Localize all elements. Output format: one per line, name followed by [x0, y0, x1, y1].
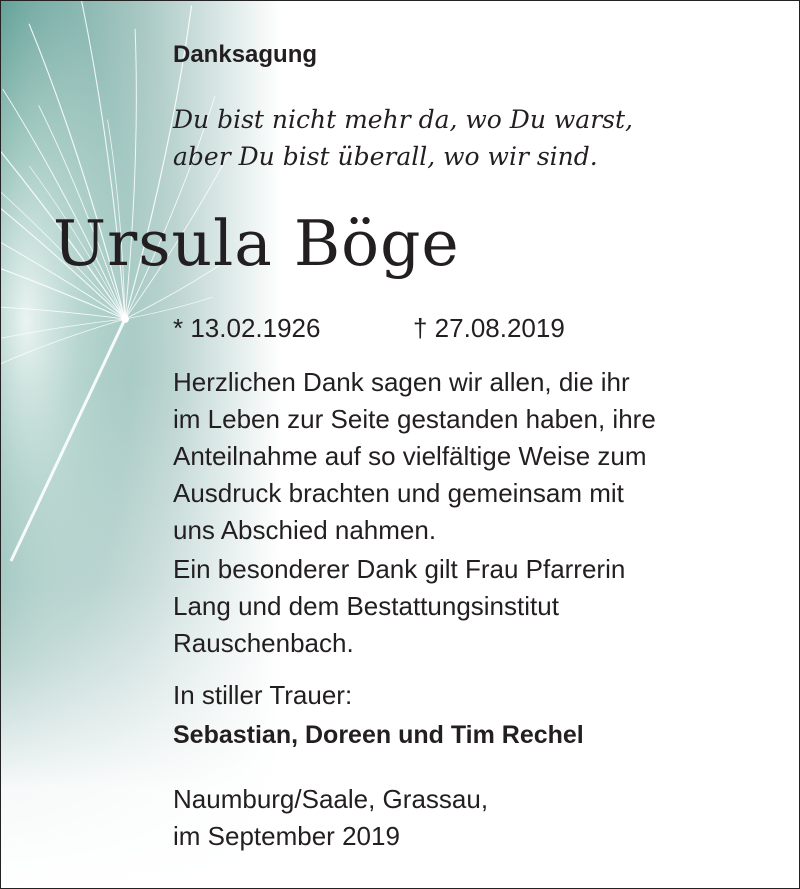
thanks-line: Anteilnahme auf so vielfältige Weise zum [173, 441, 647, 471]
date-line: im September 2019 [173, 821, 400, 851]
thanks-line: Lang und dem Bestattungsinstitut [173, 591, 559, 621]
place-line: Naumburg/Saale, Grassau, [173, 784, 489, 814]
mourning-intro: In stiller Trauer: [173, 680, 353, 710]
thanks-line: Rauschenbach. [173, 628, 354, 658]
thanks-line: Ausdruck brachten und gemeinsam mit [173, 478, 624, 508]
thanks-line: uns Abschied nahmen. [173, 515, 437, 545]
quote-line-1: Du bist nicht mehr da, wo Du warst, [173, 105, 633, 134]
heading: Danksagung [173, 41, 318, 68]
death-date: † 27.08.2019 [413, 313, 565, 343]
thanks-line: Herzlichen Dank sagen wir allen, die ihr [173, 367, 630, 397]
deceased-name: Ursula Böge [53, 207, 460, 280]
mourners-names: Sebastian, Doreen und Tim Rechel [173, 721, 584, 749]
quote-line-2: aber Du bist überall, wo wir sind. [173, 142, 598, 171]
thanks-line: im Leben zur Seite gestanden haben, ihre [173, 404, 656, 434]
birth-date: * 13.02.1926 [173, 313, 321, 343]
thanks-line: Ein besonderer Dank gilt Frau Pfarrerin [173, 554, 626, 584]
